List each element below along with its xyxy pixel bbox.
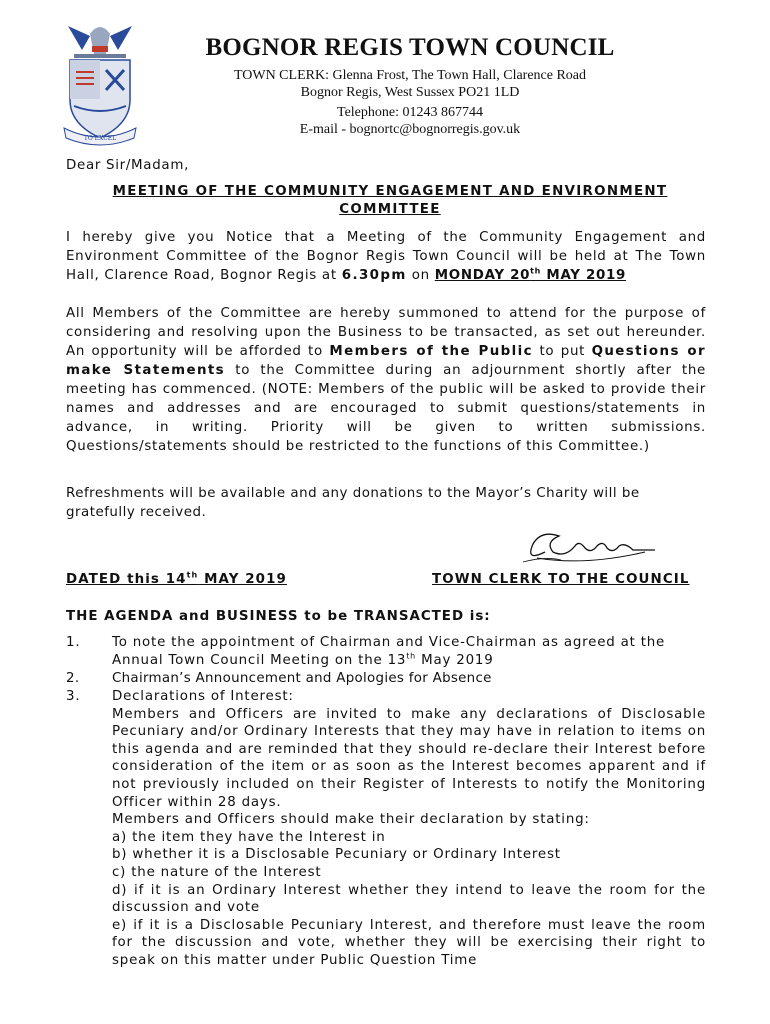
agenda-title: THE AGENDA and BUSINESS to be TRANSACTED is:	[66, 609, 491, 624]
agenda-item-2-text: Chairman’s Announcement and Apologies for Absence	[112, 671, 492, 686]
meeting-heading	[100, 183, 680, 219]
agenda-item-3-c: c) the nature of the Interest	[112, 864, 322, 880]
agenda-item-3-stating: Members and Officers should make their declaration by stating:	[112, 812, 590, 828]
address-line: Bognor Regis, West Sussex PO21 1LD	[300, 85, 520, 100]
agenda-item-3-paragraph: Members and Officers are invited to make any declarations of Disclosable Pecuniary and/or Ordinary Interests that they may have in relation to items on this agenda and are reminded that they should re-declare their Interest before consideration of the item or as soon as the Interest becomes apparent and if not previously included on their Register of Interests to notify the Monitoring Officer within 28 days.	[112, 706, 706, 810]
summons-text-b: to put	[532, 344, 592, 359]
meeting-date	[435, 268, 626, 283]
signatory-title: TOWN CLERK TO THE COUNCIL	[432, 572, 690, 587]
dated-line	[66, 572, 287, 587]
meeting-date-month: MAY 2019	[541, 268, 627, 283]
council-crest-logo	[60, 20, 140, 150]
agenda-item-1-date: May 2019	[416, 652, 494, 668]
agenda-item-3-e: e) if it is a Disclosable Pecuniary Interest, and therefore must leave the room for the discussion and vote, whether they will be exercising their right to speak on this matter under Public Question Time	[112, 917, 706, 968]
members-of-public: Members of the Public	[329, 344, 533, 359]
council-name: BOGNOR REGIS TOWN COUNCIL	[205, 34, 615, 61]
meeting-date-sup: th	[530, 266, 542, 276]
agenda-item-number: 2.	[66, 671, 80, 686]
agenda-item-3-a: a) the item they have the Interest in	[112, 829, 386, 845]
agenda-item-2	[66, 670, 706, 688]
questions-statements: Questions or make Statements	[66, 344, 706, 378]
dated-month: MAY 2019	[198, 572, 287, 587]
agenda-item-number: 1.	[66, 635, 81, 650]
agenda-item-1-sup: th	[406, 651, 417, 661]
crest-motto: TO EXCEL	[83, 135, 117, 142]
telephone-line: Telephone: 01243 867744	[337, 105, 483, 120]
town-clerk-signature	[515, 522, 665, 570]
summons-paragraph	[66, 304, 706, 456]
notice-paragraph	[66, 228, 706, 285]
agenda-item-3-b: b) whether it is a Disclosable Pecuniary or Ordinary Interest	[112, 847, 561, 863]
meeting-heading-text: MEETING OF THE COMMUNITY ENGAGEMENT AND ENVIRONMENT COMMITTEE	[112, 184, 668, 217]
agenda-item-number: 3.	[66, 689, 81, 704]
clerk-line: TOWN CLERK: Glenna Frost, The Town Hall, Clarence Road	[233, 68, 587, 83]
salutation: Dear Sir/Madam,	[66, 158, 190, 173]
summons-text-a: All Members of the Committee are hereby summoned to attend for the purpose of considering and resolving upon the Business to be transacted, as set out hereunder. An opportunity will be afforded to	[66, 306, 706, 359]
agenda-item-1	[66, 634, 706, 669]
email-line: E-mail - bognortc@bognorregis.gov.uk	[299, 122, 521, 137]
agenda-item-1-text: To note the appointment of Chairman and Vice-Chairman as agreed at the Annual Town Council Meeting on the 13	[112, 635, 666, 668]
dated-text: DATED this 14	[66, 572, 187, 587]
agenda-item-3-d: d) if it is an Ordinary Interest whether they intend to leave the room for the discussion and vote	[112, 882, 706, 916]
agenda-item-3	[66, 688, 706, 970]
summons-text-c: to the Committee during an adjournment shortly after the meeting has commenced. (NOTE: Members of the public will be asked to provide their names and addresses and are encouraged to submit questions/statements in advance, in writing. Priority will be given to written submissions. Questions/statements should be restricted to the functions of this Committee.)	[66, 363, 706, 454]
notice-text: I hereby give you Notice that a Meeting of the Community Engagement and Environment Committee of the Bognor Regis Town Council will be held at The Town Hall, Clarence Road, Bognor Regis at	[66, 230, 706, 283]
dated-sup: th	[186, 570, 199, 580]
meeting-date-day: MONDAY 20	[434, 268, 531, 283]
agenda-item-3-title: Declarations of Interest:	[112, 689, 294, 704]
refreshments-paragraph: Refreshments will be available and any donations to the Mayor’s Charity will be gratefully received.	[66, 486, 640, 520]
notice-on: on	[406, 268, 435, 283]
meeting-time: 6.30pm	[341, 268, 407, 283]
